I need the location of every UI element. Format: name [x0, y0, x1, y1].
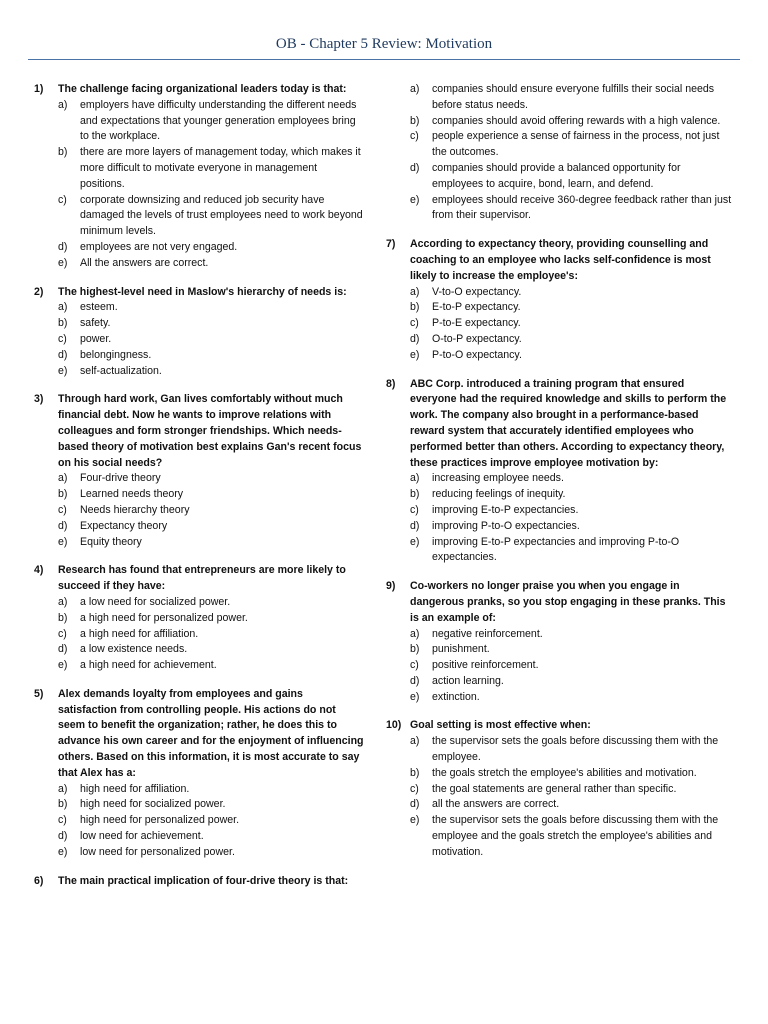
option-letter: a) [58, 782, 68, 795]
question-text: According to expectancy theory, providing counselling and coaching to an employee who lacks self-confidence is most likely to increase the employee's: [410, 238, 711, 282]
question-stem [34, 285, 364, 301]
option-letter: b) [58, 488, 68, 501]
question-number: 9) [386, 580, 396, 593]
answer-option-b [410, 766, 732, 782]
question-number: 4) [34, 564, 44, 577]
answer-option-c [58, 332, 364, 348]
answer-options [386, 82, 732, 224]
question-text: Goal setting is most effective when: [410, 719, 591, 732]
option-letter: b) [410, 766, 420, 779]
answer-option-b [410, 642, 732, 658]
option-letter: e) [58, 256, 68, 269]
option-letter: d) [410, 332, 420, 345]
option-letter: d) [410, 798, 420, 811]
option-text: a high need for affiliation. [80, 627, 199, 640]
answer-options [34, 595, 364, 674]
question-text: Co-workers no longer praise you when you engage in dangerous pranks, so you stop engaging in these pranks. This is an example of: [410, 580, 726, 624]
option-text: E-to-P expectancy. [432, 301, 521, 314]
question-text: The challenge facing organizational leaders today is that: [58, 83, 347, 95]
option-letter: d) [410, 674, 420, 687]
option-text: a high need for personalized power. [80, 611, 248, 624]
answer-option-a [410, 627, 732, 643]
question-4 [34, 563, 364, 674]
question-stem [34, 874, 364, 890]
option-text: a high need for achievement. [80, 659, 217, 672]
option-letter: a) [58, 301, 68, 314]
answer-option-d [410, 674, 732, 690]
answer-option-e [58, 658, 364, 674]
option-letter: c) [58, 332, 67, 345]
answer-options [34, 98, 364, 272]
question-number: 10) [386, 719, 402, 732]
option-text: low need for achievement. [80, 830, 204, 843]
answer-option-e [410, 348, 732, 364]
option-letter: c) [410, 130, 419, 143]
question-8 [386, 377, 732, 567]
answer-option-a [58, 300, 364, 316]
question-stem [386, 579, 732, 626]
option-letter: b) [58, 317, 68, 330]
option-letter: d) [410, 519, 420, 532]
question-stem [34, 563, 364, 595]
answer-option-a [410, 734, 732, 766]
option-text: extinction. [432, 690, 480, 703]
answer-options [386, 627, 732, 706]
option-letter: e) [410, 193, 420, 206]
page-title: OB - Chapter 5 Review: Motivation [275, 36, 493, 52]
question-number: 5) [34, 687, 44, 700]
option-letter: a) [410, 735, 420, 748]
option-text: the supervisor sets the goals before discussing them with the employee and the goals stretch the employee's abilities and motivation. [432, 814, 719, 858]
option-text: positive reinforcement. [432, 659, 539, 672]
question-1 [34, 82, 364, 272]
option-text: Needs hierarchy theory [80, 503, 190, 516]
option-text: all the answers are correct. [432, 798, 560, 811]
answer-option-e [410, 535, 732, 567]
option-text: safety. [80, 317, 111, 330]
answer-option-b [58, 316, 364, 332]
option-text: All the answers are correct. [80, 256, 209, 269]
option-text: negative reinforcement. [432, 627, 543, 640]
option-letter: d) [58, 240, 68, 253]
option-letter: e) [410, 535, 420, 548]
question-7 [386, 237, 732, 363]
question-stem [34, 82, 364, 98]
option-text: self-actualization. [80, 364, 162, 377]
question-6-continued [386, 82, 732, 224]
option-letter: c) [58, 814, 67, 827]
option-letter: b) [58, 798, 68, 811]
answer-option-d [410, 332, 732, 348]
question-number: 1) [34, 83, 44, 95]
option-letter: e) [58, 364, 68, 377]
option-letter: e) [410, 690, 420, 703]
question-text: Research has found that entrepreneurs are more likely to succeed if they have: [58, 564, 346, 593]
answer-option-b [410, 487, 732, 503]
option-letter: e) [58, 659, 68, 672]
answer-option-a [410, 471, 732, 487]
option-text: a low need for socialized power. [80, 595, 231, 608]
answer-option-b [410, 114, 732, 130]
option-text: improving P-to-O expectancies. [432, 519, 580, 532]
option-letter: b) [410, 643, 420, 656]
option-letter: c) [410, 782, 419, 795]
option-text: high need for affiliation. [80, 782, 190, 795]
option-letter: d) [58, 830, 68, 843]
option-text: Learned needs theory [80, 488, 184, 501]
left-column [34, 82, 364, 902]
answer-options [34, 782, 364, 861]
answer-option-e [58, 845, 364, 861]
question-6 [34, 874, 364, 890]
option-letter: c) [410, 317, 419, 330]
option-letter: c) [58, 503, 67, 516]
option-letter: b) [58, 611, 68, 624]
answer-option-c [58, 627, 364, 643]
answer-option-c [410, 129, 732, 161]
question-number: 6) [34, 874, 44, 887]
option-text: high need for socialized power. [80, 798, 226, 811]
answer-option-b [58, 487, 364, 503]
answer-option-c [410, 782, 732, 798]
option-text: there are more layers of management today, which makes it more difficult to motivate everyone in management positions. [80, 146, 361, 190]
option-text: improving E-to-P expectancies and improving P-to-O expectancies. [432, 535, 680, 564]
option-text: low need for personalized power. [80, 845, 235, 858]
option-text: P-to-E expectancy. [432, 317, 521, 330]
option-text: employers have difficulty understanding the different needs and expectations that younger generation employees bring to the workplace. [80, 98, 357, 143]
question-2 [34, 285, 364, 380]
answer-option-c [410, 503, 732, 519]
question-text: Through hard work, Gan lives comfortably without much financial debt. Now he wants to improve relations with colleagues and form stronger friendships. Which needs-based theory of motivation best explains Gan's recent focus on his social needs? [58, 393, 362, 469]
answer-option-e [58, 364, 364, 380]
question-text: ABC Corp. introduced a training program that ensured everyone had the required knowledge and skills to perform the work. The company also brought in a performance-based reward system that accurately identified employees who performed better than others. According to expectancy theory, these practices improve employee motivation by: [410, 377, 727, 469]
answer-option-b [410, 300, 732, 316]
answer-options [386, 285, 732, 364]
question-stem [34, 687, 364, 782]
option-letter: e) [58, 845, 68, 858]
answer-option-d [58, 348, 364, 364]
question-stem [386, 377, 732, 472]
answer-option-b [58, 797, 364, 813]
option-letter: a) [410, 285, 420, 298]
option-text: the goals stretch the employee's abilities and motivation. [432, 766, 697, 779]
answer-option-d [58, 519, 364, 535]
option-letter: a) [410, 627, 420, 640]
option-text: increasing employee needs. [432, 472, 564, 485]
option-text: belongingness. [80, 348, 152, 361]
option-text: power. [80, 332, 112, 345]
answer-option-d [58, 829, 364, 845]
answer-option-d [410, 519, 732, 535]
question-5 [34, 687, 364, 861]
option-letter: e) [58, 535, 68, 548]
question-number: 7) [386, 238, 396, 251]
option-letter: d) [58, 348, 68, 361]
question-stem [34, 392, 364, 471]
answer-option-c [410, 316, 732, 332]
option-text: Four-drive theory [80, 472, 161, 485]
answer-option-e [58, 256, 364, 272]
option-letter: b) [410, 488, 420, 501]
option-text: companies should ensure everyone fulfills their social needs before status needs. [432, 83, 715, 111]
answer-option-a [58, 98, 364, 145]
answer-option-c [58, 193, 364, 240]
option-text: the supervisor sets the goals before discussing them with the employee. [432, 735, 719, 764]
option-letter: d) [58, 519, 68, 532]
option-text: employees are not very engaged. [80, 240, 238, 253]
answer-options [386, 471, 732, 566]
answer-option-d [58, 240, 364, 256]
option-text: reducing feelings of inequity. [432, 488, 566, 501]
option-text: a low existence needs. [80, 643, 188, 656]
option-text: Equity theory [80, 535, 142, 548]
option-letter: c) [410, 503, 419, 516]
option-letter: a) [58, 595, 68, 608]
answer-option-c [58, 813, 364, 829]
answer-option-c [410, 658, 732, 674]
option-letter: a) [410, 83, 420, 95]
answer-options [386, 734, 732, 860]
answer-option-a [58, 471, 364, 487]
option-letter: b) [58, 146, 68, 159]
question-stem [386, 237, 732, 284]
option-letter: b) [410, 301, 420, 314]
answer-option-b [58, 145, 364, 192]
question-number: 2) [34, 285, 44, 298]
option-letter: c) [58, 627, 67, 640]
answer-option-b [58, 611, 364, 627]
option-letter: b) [410, 114, 420, 127]
question-number: 8) [386, 377, 396, 390]
option-text: people experience a sense of fairness in the process, not just the outcomes. [432, 130, 720, 159]
option-text: V-to-O expectancy. [432, 285, 522, 298]
answer-option-e [410, 690, 732, 706]
answer-option-a [410, 82, 732, 114]
option-text: employees should receive 360-degree feedback rather than just from their supervisor. [432, 193, 732, 222]
option-letter: e) [410, 348, 420, 361]
question-3 [34, 392, 364, 550]
question-10 [386, 718, 732, 860]
title-divider [28, 59, 740, 60]
option-text: Expectancy theory [80, 519, 168, 532]
option-text: action learning. [432, 674, 504, 687]
option-text: companies should provide a balanced opportunity for employees to acquire, bond, learn, and defend. [432, 161, 681, 190]
answer-option-e [410, 813, 732, 860]
option-text: O-to-P expectancy. [432, 332, 522, 345]
answer-option-c [58, 503, 364, 519]
option-letter: d) [58, 643, 68, 656]
option-text: punishment. [432, 643, 490, 656]
answer-option-a [58, 595, 364, 611]
option-text: high need for personalized power. [80, 814, 240, 827]
option-text: companies should avoid offering rewards with a high valence. [432, 114, 721, 127]
option-letter: a) [58, 98, 68, 111]
option-letter: d) [410, 161, 420, 174]
answer-option-a [410, 285, 732, 301]
answer-option-e [410, 193, 732, 225]
option-text: corporate downsizing and reduced job security have damaged the levels of trust employees need to work beyond minimum levels. [80, 193, 363, 238]
option-text: the goal statements are general rather than specific. [432, 782, 677, 795]
answer-option-d [58, 642, 364, 658]
option-letter: c) [410, 659, 419, 672]
answer-option-e [58, 535, 364, 551]
question-9 [386, 579, 732, 705]
question-text: The highest-level need in Maslow's hierarchy of needs is: [58, 285, 347, 298]
answer-option-a [58, 782, 364, 798]
answer-option-d [410, 161, 732, 193]
option-letter: c) [58, 193, 67, 206]
option-letter: a) [58, 472, 68, 485]
option-text: P-to-O expectancy. [432, 348, 522, 361]
question-text: Alex demands loyalty from employees and gains satisfaction from controlling people. His actions do not seem to benefit the organization; rather, he does this to advance his own career and for the enjoyment of influencing others. Based on this information, it is most accurate to say that Alex has a: [58, 687, 364, 779]
right-column [386, 82, 732, 874]
answer-options [34, 471, 364, 550]
answer-options [34, 300, 364, 379]
option-letter: e) [410, 814, 420, 827]
question-stem [386, 718, 732, 734]
option-text: improving E-to-P expectancies. [432, 503, 579, 516]
question-text: The main practical implication of four-drive theory is that: [58, 874, 349, 887]
answer-option-d [410, 797, 732, 813]
question-number: 3) [34, 393, 44, 406]
option-text: esteem. [80, 301, 118, 314]
option-letter: a) [410, 472, 420, 485]
